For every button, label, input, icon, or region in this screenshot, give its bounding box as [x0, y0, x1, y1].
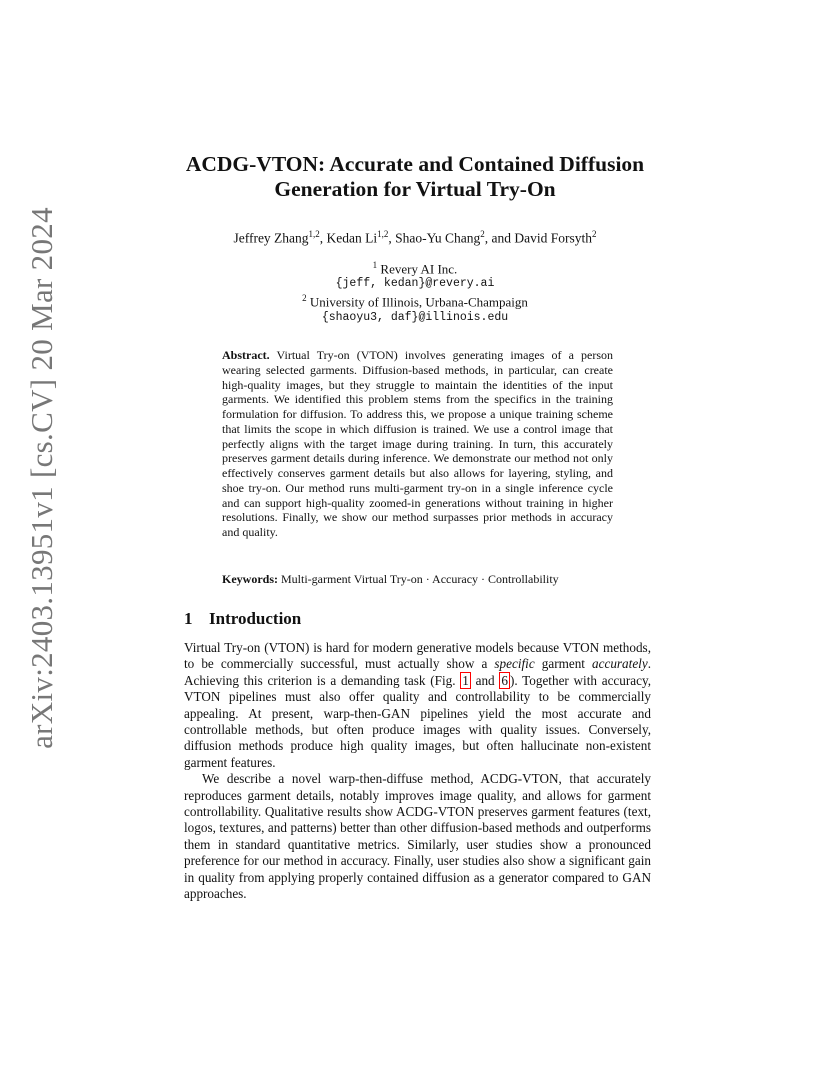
affiliation-1-email: {jeff, kedan}@revery.ai: [335, 277, 495, 291]
author-affiliation-marker: 1,2: [308, 229, 320, 239]
author-name: Kedan Li: [326, 230, 378, 246]
author-name: Shao-Yu Chang: [395, 230, 481, 246]
arxiv-identifier-stamp: arXiv:2403.13951v1 [cs.CV] 20 Mar 2024: [24, 207, 59, 749]
paper-title-line-1: ACDG-VTON: Accurate and Contained Diffusion: [185, 152, 645, 176]
text-run: and: [470, 672, 500, 688]
affiliation-2: [150, 291, 680, 309]
section-heading: [184, 609, 301, 629]
affiliation-1: [150, 258, 680, 276]
author-separator: ,: [319, 230, 327, 246]
text-run: ). Together with accuracy, VTON pipelines must also offer quality and controllability to be commercially appealing. At present, warp-then-GAN pipelines yield the most accurate and controllable methods, but often produce images with quality issues. Conversely, diffusion methods produce high quality images, but often hallucinate non-existent garment features.: [184, 672, 651, 770]
section-title: Introduction: [209, 609, 302, 628]
affiliation-name: Revery AI Inc.: [380, 261, 458, 277]
keywords-text: Multi-garment Virtual Try-on · Accuracy · Controllability: [281, 572, 559, 586]
abstract: [222, 348, 613, 540]
introduction-body: [184, 640, 651, 903]
figure-reference-link[interactable]: 6: [501, 672, 508, 688]
author-affiliation-marker: 1,2: [377, 229, 389, 239]
keywords-label: Keywords:: [222, 572, 278, 586]
affiliation-number: 2: [302, 293, 307, 304]
paragraph: [184, 640, 651, 771]
section-number: 1: [184, 609, 193, 628]
author-list: [150, 229, 680, 247]
emphasis: accurately: [592, 656, 648, 672]
figure-reference-link[interactable]: 1: [462, 672, 469, 688]
author-name: David Forsyth: [514, 230, 593, 246]
abstract-text: Virtual Try-on (VTON) involves generating images of a person wearing selected garments. Diffusion-based methods, in particular, can create high-quality images, but they struggle to maintain the identities of the input garments. We identified this problem stems from the specifics in the training formulation for diffusion. To address this, we propose a unique training scheme that limits the scope in which diffusion is trained. We use a control image that perfectly aligns with the target image during training. In turn, this accurately preserves garment details during inference. We demonstrate our method not only effectively conserves garment details but also allows for layering, styling, and shoe try-on. Our method runs multi-garment try-on in a single inference cycle and can support high-quality zoomed-in generations without training in higher resolutions. Finally, we show our method surpasses prior methods in accuracy and quality.: [222, 348, 613, 539]
author-affiliation-marker: 2: [480, 229, 485, 239]
author-name: Jeffrey Zhang: [233, 230, 309, 246]
affiliation-2-email: {shaoyu3, daf}@illinois.edu: [321, 310, 509, 324]
keywords: [222, 572, 622, 587]
text-run: Virtual Try-on (VTON) is hard for modern generative models because VTON methods, to be commercially successful, must actually show a: [184, 640, 651, 672]
author-separator: ,: [388, 230, 396, 246]
author-separator: , and: [484, 230, 515, 246]
text-run: garment: [534, 656, 593, 672]
text-run: . Achieving this criterion is a demanding task (Fig.: [184, 656, 651, 688]
emphasis: specific: [494, 656, 535, 672]
paragraph: We describe a novel warp-then-diffuse method, ACDG-VTON, that accurately reproduces garment details, notably improves image quality, and allows for garment controllability. Qualitative results show ACDG-VTON preserves garment features (text, logos, textures, and patterns) better than other diffusion-based methods and outperforms them in standard quantitative metrics. Similarly, user studies show a pronounced preference for our method in accuracy. Finally, user studies also show a significant gain in quality from applying properly contained diffusion as a generator compared to GAN approaches.: [184, 771, 651, 902]
paper-title: [150, 152, 680, 202]
affiliation-name: University of Illinois, Urbana-Champaign: [309, 294, 528, 310]
affiliations: [150, 258, 680, 325]
author-affiliation-marker: 2: [592, 229, 597, 239]
affiliation-number: 1: [372, 260, 378, 270]
abstract-label: Abstract.: [222, 348, 270, 362]
paper-title-line-2: Generation for Virtual Try-On: [274, 177, 556, 201]
